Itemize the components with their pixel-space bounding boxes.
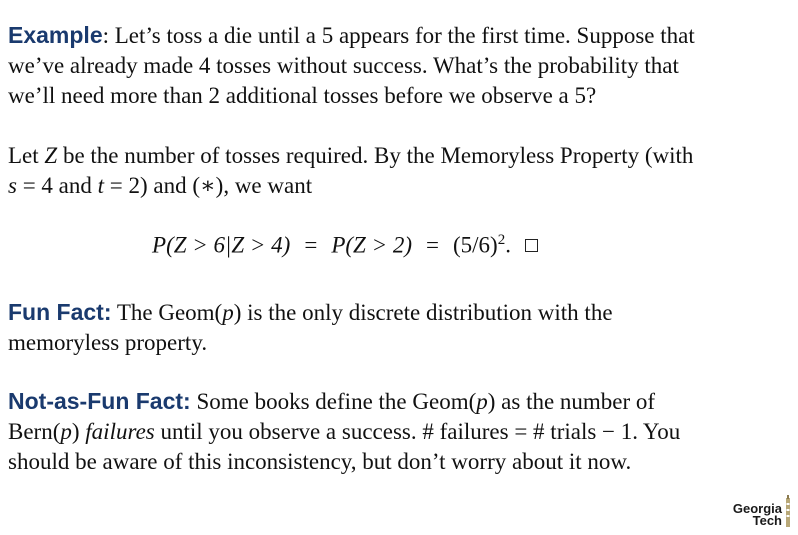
example-line-3: we’ll need more than 2 additional tosses before we observe a 5? (8, 83, 597, 108)
fun-fact-line-2: memoryless property. (8, 330, 208, 355)
solution-paragraph (8, 141, 790, 201)
variable-p: p (222, 300, 234, 325)
memoryless-equation (152, 225, 538, 261)
failures-emphasis: failures (85, 419, 155, 444)
example-paragraph (8, 20, 790, 111)
tech-tower-icon (784, 495, 792, 527)
example-text-1: Let’s toss a die until a 5 appears for the first time. Suppose that (109, 23, 695, 48)
not-fun-fact-paragraph (8, 386, 790, 477)
logo-line-1: Georgia (732, 501, 782, 516)
variable-t: t (97, 173, 105, 198)
georgia-tech-logo (733, 495, 792, 527)
not-fun-fact-line-2 (8, 417, 790, 447)
solution-text: Let (8, 143, 45, 168)
eq-mid-p: P (331, 232, 346, 258)
logo-wordmark (733, 503, 782, 527)
example-line-2: we’ve already made 4 tosses without success. What’s the probability that (8, 53, 679, 78)
not-fun-fact-line-1 (8, 386, 790, 417)
eq-exponent: 2 (497, 232, 506, 248)
solution-text: be the number of tosses required. By the Memoryless Property (with (57, 143, 694, 168)
eq-rhs: (5/6) (453, 232, 498, 258)
solution-text: = 2) and (∗), we want (104, 173, 313, 198)
solution-text: = 4 and (16, 173, 98, 198)
variable-p: p (476, 389, 488, 414)
fun-fact-line-1 (8, 297, 790, 328)
example-heading: Example (8, 22, 103, 48)
eq-equals: = (426, 232, 439, 258)
eq-period: . (505, 232, 511, 258)
eq-lhs-p: P (152, 232, 167, 258)
fun-fact-paragraph (8, 297, 790, 358)
variable-z: Z (44, 143, 58, 168)
logo-line-2: Tech (752, 513, 782, 528)
solution-line-1 (8, 141, 790, 171)
not-fun-fact-text: ) (71, 419, 86, 444)
fun-fact-heading: Fun Fact: (8, 299, 112, 325)
fun-fact-text: ) is the only discrete distribution with the (233, 300, 613, 325)
eq-equals: = (304, 232, 318, 258)
fun-fact-text: The Geom( (111, 300, 223, 325)
variable-p: p (60, 419, 72, 444)
solution-line-2 (8, 171, 790, 201)
example-colon: : (102, 23, 109, 48)
not-fun-fact-line-3: should be aware of this inconsistency, but don’t worry about it now. (8, 449, 632, 474)
eq-lhs-args: (Z > 6|Z > 4) (166, 232, 291, 258)
variable-s: s (8, 173, 17, 198)
not-fun-fact-text: Some books define the Geom( (190, 389, 477, 414)
eq-mid-args: (Z > 2) (345, 232, 413, 258)
qed-box-icon (525, 239, 538, 252)
not-fun-fact-text: Bern( (8, 419, 61, 444)
not-fun-fact-heading: Not-as-Fun Fact: (8, 388, 191, 414)
not-fun-fact-text: until you observe a success. # failures = # trials − 1. You (154, 419, 681, 444)
not-fun-fact-text: ) as the number of (487, 389, 656, 414)
example-line-1 (8, 20, 790, 51)
